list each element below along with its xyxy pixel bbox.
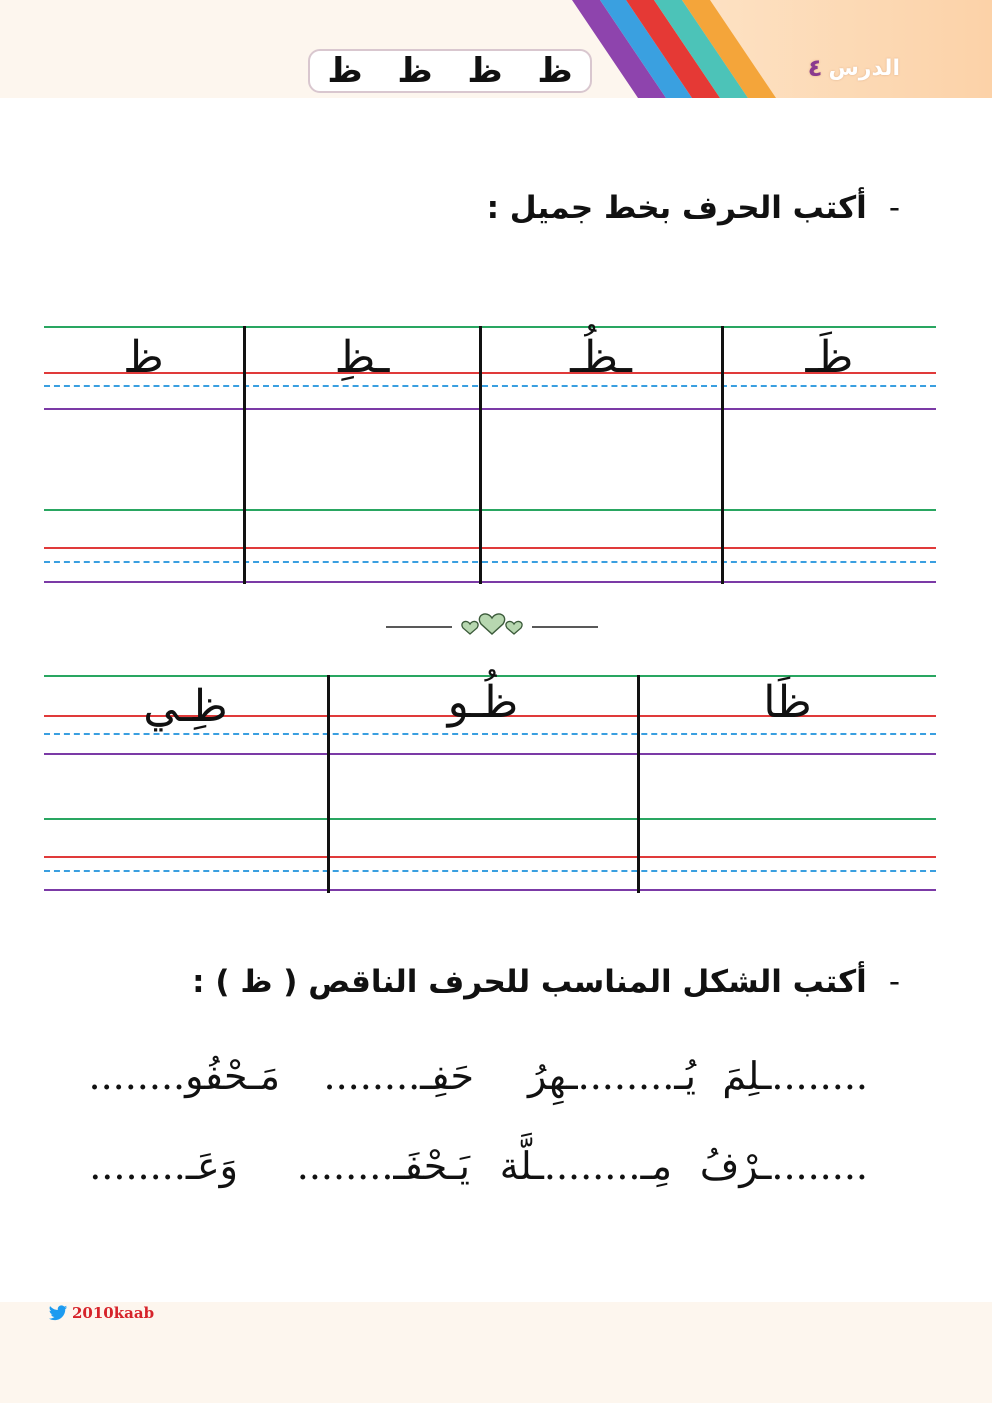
fill-in-word[interactable]: حَفِـ........: [323, 1054, 474, 1098]
section1-title: أكتب الحرف بخط جميل :: [486, 190, 867, 226]
section1-heading: [487, 183, 900, 233]
fill-in-word[interactable]: ........ـلِمَ: [722, 1054, 868, 1098]
author-handle: [48, 1302, 154, 1324]
guide-line-green: [44, 509, 936, 511]
fill-in-word[interactable]: وَعَـ........: [89, 1144, 238, 1188]
guide-line-red: [44, 856, 936, 858]
model-syllable: ظَا: [763, 677, 812, 728]
heading-dash: -: [888, 190, 900, 226]
letter-form: ظ: [467, 51, 503, 91]
fill-in-word[interactable]: يَـحْفَـ........: [296, 1144, 470, 1188]
guide-line-green: [44, 326, 936, 328]
model-syllable: ظِـي: [143, 681, 228, 732]
section2-heading: [192, 957, 900, 1007]
model-syllable: ظُـو: [447, 677, 519, 728]
section2-title: أكتب الشكل المناسب للحرف الناقص ( ظ ) :: [192, 964, 867, 1000]
model-letter: ـظِ: [334, 332, 390, 383]
handle-text: 2010kaab: [72, 1304, 155, 1322]
handwriting-grid-1: [44, 326, 936, 584]
heading-dash: -: [888, 964, 900, 1000]
hearts-divider: [386, 610, 598, 642]
letter-form: ظ: [397, 51, 433, 91]
letter-forms-pill: [308, 49, 592, 93]
fill-in-word[interactable]: يُـ........ـهِرُ: [528, 1054, 696, 1098]
guide-line-green: [44, 818, 936, 820]
guide-line-purple: [44, 889, 936, 891]
guide-line-purple: [44, 581, 936, 583]
lesson-title: الدرس: [828, 55, 900, 81]
lesson-number: ٤: [807, 54, 823, 82]
lesson-label: [800, 50, 900, 86]
guide-line-blue: [44, 561, 936, 563]
rainbow-stripes: [560, 0, 790, 98]
fill-in-word[interactable]: مِـ........ـلَّة: [499, 1144, 672, 1188]
handwriting-grid-2: [44, 675, 936, 893]
model-letter: ـظُـ: [570, 332, 632, 383]
guide-line-purple: [44, 408, 936, 410]
model-letter: ظ: [123, 332, 164, 383]
guide-line-blue: [44, 385, 936, 387]
twitter-bird-icon: [48, 1305, 68, 1322]
model-letter: ظَـ: [805, 332, 854, 383]
guide-line-blue: [44, 870, 936, 872]
fill-in-word[interactable]: مَـحْفُو........: [88, 1054, 280, 1098]
fill-in-word[interactable]: ........ـرْفُ: [699, 1144, 868, 1188]
guide-line-blue: [44, 733, 936, 735]
letter-form: ظ: [537, 51, 573, 91]
guide-line-red: [44, 547, 936, 549]
guide-line-purple: [44, 753, 936, 755]
letter-form: ظ: [327, 51, 363, 91]
